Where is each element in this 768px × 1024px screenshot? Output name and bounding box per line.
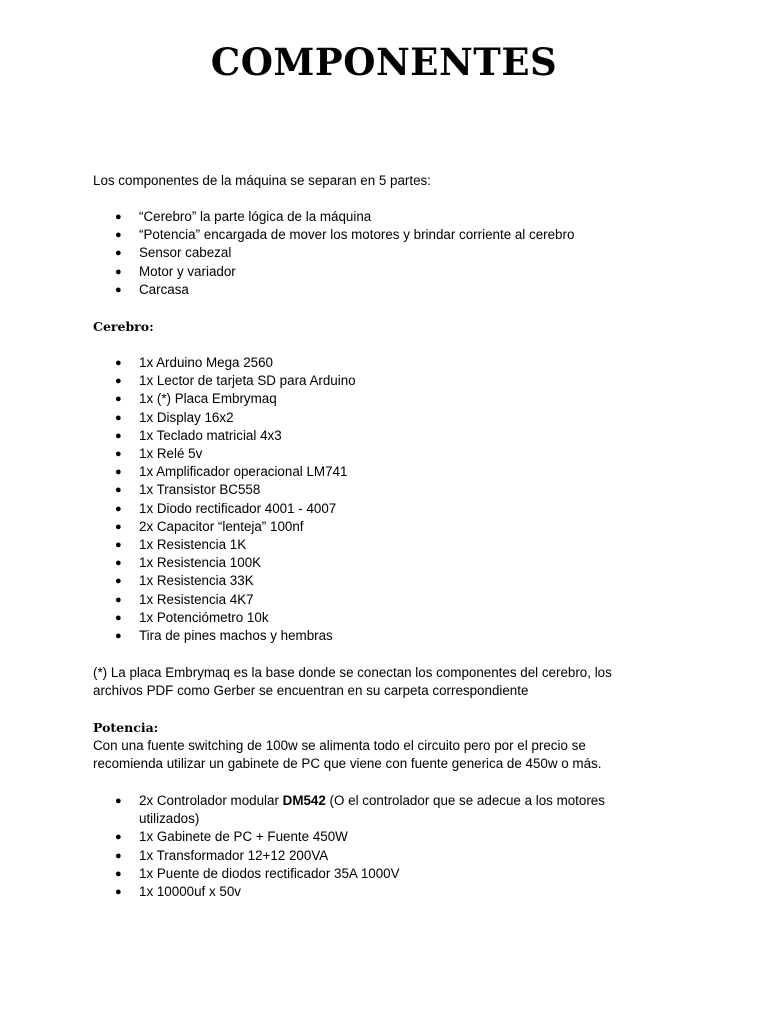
cerebro-note-line-1: (*) La placa Embrymaq es la base donde se conectan los componentes del cerebro, los: [93, 665, 612, 680]
intro-text: Los componentes de la máquina se separan en 5 partes:: [93, 173, 431, 188]
list-item: ● 2x Capacitor “lenteja” 100nf: [93, 518, 693, 536]
bullet-icon: ●: [115, 357, 122, 369]
bullet-icon: ●: [115, 211, 122, 223]
bullet-icon: ●: [115, 265, 122, 278]
potencia-list: [93, 792, 693, 901]
controller-model: DM542: [282, 793, 326, 808]
list-item: ● 1x Amplificador operacional LM741: [93, 463, 693, 481]
list-item: ● 1x Resistencia 1K: [93, 536, 693, 554]
potencia-desc-line-2: recomienda utilizar un gabinete de PC que viene con fuente generica de 450w o más.: [93, 756, 602, 771]
bullet-icon: ●: [115, 502, 122, 515]
bullet-icon: ●: [115, 593, 122, 606]
list-item: ● 1x Resistencia 33K: [93, 572, 693, 590]
list-item: ● 1x Resistencia 4K7: [93, 591, 693, 609]
list-item: ● Motor y variador: [93, 263, 693, 281]
section-heading-potencia: Potencia:: [93, 720, 159, 735]
bullet-icon: ●: [115, 411, 122, 424]
bullet-icon: ●: [115, 229, 122, 242]
section-heading-cerebro: Cerebro:: [93, 319, 154, 334]
list-item: ● Sensor cabezal: [93, 244, 693, 262]
bullet-icon: ●: [115, 795, 122, 807]
bullet-icon: ●: [115, 849, 122, 862]
bullet-icon: ●: [115, 393, 122, 406]
list-item: ● 1x Puente de diodos rectificador 35A 1000V: [93, 865, 693, 883]
bullet-icon: ●: [115, 466, 122, 479]
list-item: ● Carcasa: [93, 281, 693, 299]
bullet-icon: ●: [115, 520, 122, 533]
bullet-icon: ●: [115, 484, 122, 497]
potencia-desc-line-1: Con una fuente switching de 100w se alimenta todo el circuito pero por el precio se: [93, 738, 586, 753]
list-item: ● 1x (*) Placa Embrymaq: [93, 390, 693, 408]
bullet-icon: ●: [115, 630, 122, 643]
cerebro-list: [93, 354, 693, 645]
bullet-icon: ●: [115, 283, 122, 296]
bullet-icon: ●: [115, 867, 122, 880]
cerebro-note-line-2: archivos PDF como Gerber se encuentran en su carpeta correspondiente: [93, 683, 529, 698]
list-item: ● 1x Gabinete de PC + Fuente 450W: [93, 828, 693, 846]
bullet-icon: ●: [115, 831, 122, 844]
list-item: ● 1x Transformador 12+12 200VA: [93, 847, 693, 865]
list-item: ● “Cerebro” la parte lógica de la máquina: [93, 208, 693, 226]
bullet-icon: ●: [115, 886, 122, 899]
list-item: ● 1x Resistencia 100K: [93, 554, 693, 572]
bullet-icon: ●: [115, 448, 122, 461]
parts-list: [93, 208, 693, 299]
bullet-icon: ●: [115, 247, 122, 260]
page-title: COMPONENTES: [210, 40, 558, 84]
bullet-icon: ●: [115, 557, 122, 570]
list-item: ● 1x Relé 5v: [93, 445, 693, 463]
list-item: ● “Potencia” encargada de mover los motores y brindar corriente al cerebro: [93, 226, 693, 244]
list-item: ● Tira de pines machos y hembras: [93, 627, 693, 645]
list-item: ● 2x Controlador modular DM542 (O el controlador que se adecue a los motores utilizados): [115, 793, 605, 827]
list-item: ● 1x Arduino Mega 2560: [93, 354, 693, 372]
list-item: ● 1x Teclado matricial 4x3: [93, 427, 693, 445]
bullet-icon: ●: [115, 375, 122, 388]
list-item: ● 1x Potenciómetro 10k: [93, 609, 693, 627]
bullet-icon: ●: [115, 429, 122, 442]
bullet-icon: ●: [115, 575, 122, 588]
bullet-icon: ●: [115, 539, 122, 552]
list-item: ● 1x Diodo rectificador 4001 - 4007: [93, 500, 693, 518]
bullet-icon: ●: [115, 611, 122, 624]
list-item: ● 1x 10000uf x 50v: [93, 883, 693, 901]
list-item: ● 1x Display 16x2: [93, 409, 693, 427]
list-item: ● 1x Transistor BC558: [93, 481, 693, 499]
list-item: ● 1x Lector de tarjeta SD para Arduino: [93, 372, 693, 390]
